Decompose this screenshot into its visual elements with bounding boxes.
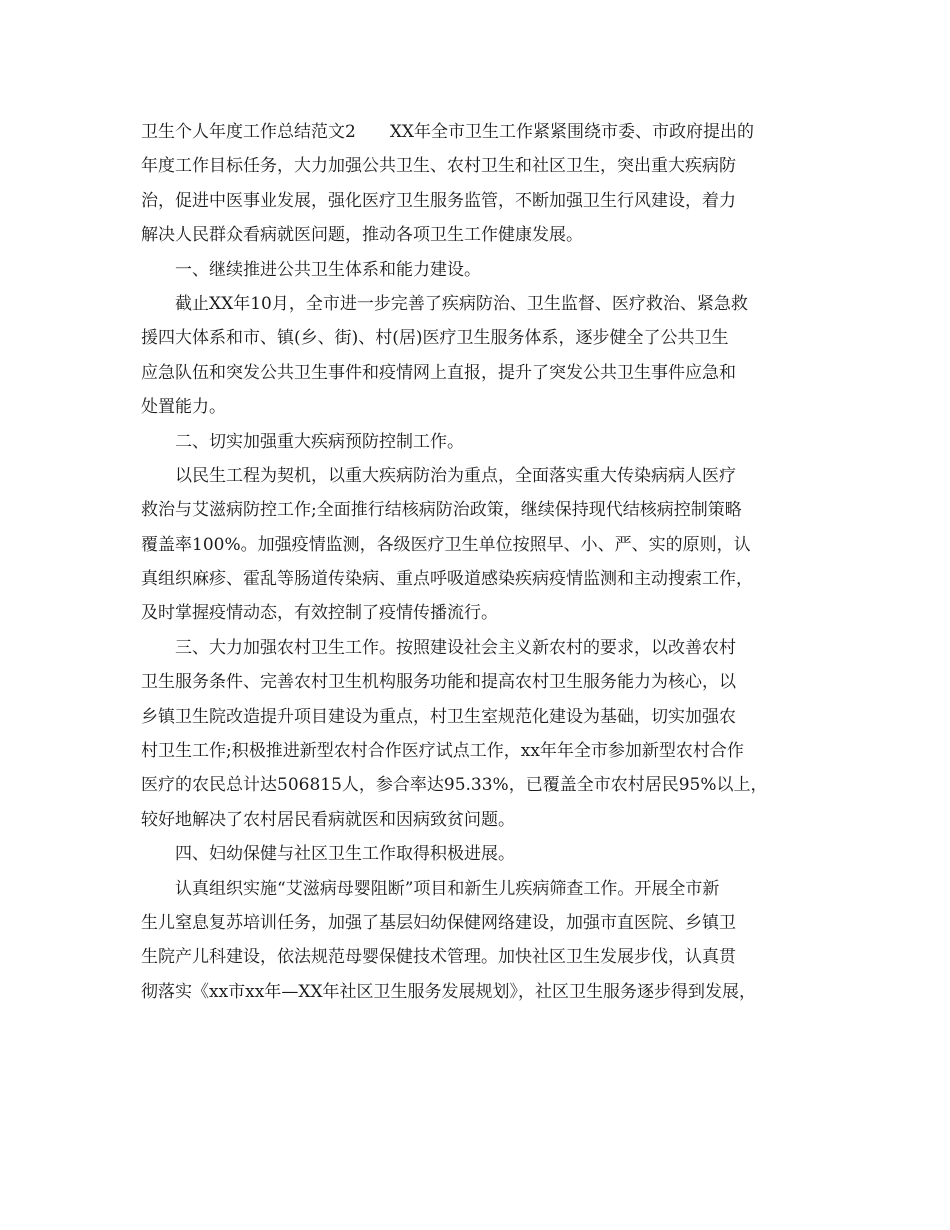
text-line: 医疗的农民总计达506815人，参合率达95.33%，已覆盖全市农村居民95%以上，: [141, 775, 768, 796]
text-line: 应急队伍和突发公共卫生事件和疫情网上直报，提升了突发公共卫生事件应急和: [141, 362, 736, 383]
text-line: 解决人民群众看病就医问题，推动各项卫生工作健康发展。: [141, 225, 583, 246]
text-line: 援四大体系和市、镇(乡、街)、村(居)医疗卫生服务体系，逐步健全了公共卫生: [141, 328, 729, 349]
text-line: 生儿窒息复苏培训任务，加强了基层妇幼保健网络建设，加强市直医院、乡镇卫: [141, 912, 736, 933]
text-line: 三、大力加强农村卫生工作。按照建设社会主义新农村的要求，以改善农村: [175, 637, 736, 658]
text-line: 覆盖率100%。加强疫情监测，各级医疗卫生单位按照早、小、严、实的原则，认: [141, 534, 751, 555]
text-line: 生院产儿科建设，依法规范母婴保健技术管理。加快社区卫生发展步伐，认真贯: [141, 947, 736, 968]
text-line: 截止XX年10月，全市进一步完善了疾病防治、卫生监督、医疗救治、紧急救: [175, 293, 748, 314]
text-line: 处置能力。: [141, 397, 226, 418]
text-line: 乡镇卫生院改造提升项目建设为重点，村卫生室规范化建设为基础，切实加强农: [141, 706, 736, 727]
text-line: 二、切实加强重大疾病预防控制工作。: [175, 431, 464, 452]
text-line: 治，促进中医事业发展，强化医疗卫生服务监管，不断加强卫生行风建设，着力: [141, 190, 736, 211]
text-line: 卫生个人年度工作总结范文2 XX年全市卫生工作紧紧围绕市委、市政府提出的: [141, 122, 755, 142]
text-line: 及时掌握疫情动态，有效控制了疫情传播流行。: [141, 603, 498, 624]
text-line: 以民生工程为契机，以重大疾病防治为重点，全面落实重大传染病病人医疗: [175, 465, 736, 486]
text-line: 救治与艾滋病防控工作;全面推行结核病防治政策，继续保持现代结核病控制策略: [141, 500, 742, 521]
text-line: 一、继续推进公共卫生体系和能力建设。: [175, 259, 481, 280]
text-line: 彻落实《xx市xx年—XX年社区卫生服务发展规划》，社区卫生服务逐步得到发展，: [141, 981, 757, 1002]
text-line: 四、妇幼保健与社区卫生工作取得积极进展。: [175, 844, 515, 865]
text-line: 较好地解决了农村居民看病就医和因病致贫问题。: [141, 809, 515, 830]
text-line: 年度工作目标任务，大力加强公共卫生、农村卫生和社区卫生，突出重大疾病防: [141, 156, 736, 177]
document-body: [141, 115, 831, 1009]
text-line: 认真组织实施“艾滋病母婴阻断”项目和新生儿疾病筛查工作。开展全市新: [175, 878, 720, 899]
text-line: 卫生服务条件、完善农村卫生机构服务功能和提高农村卫生服务能力为核心，以: [141, 672, 736, 693]
text-line: 村卫生工作;积极推进新型农村合作医疗试点工作，xx年年全市参加新型农村合作: [141, 741, 744, 762]
text-line: 真组织麻疹、霍乱等肠道传染病、重点呼吸道感染疾病疫情监测和主动搜索工作，: [141, 569, 753, 590]
